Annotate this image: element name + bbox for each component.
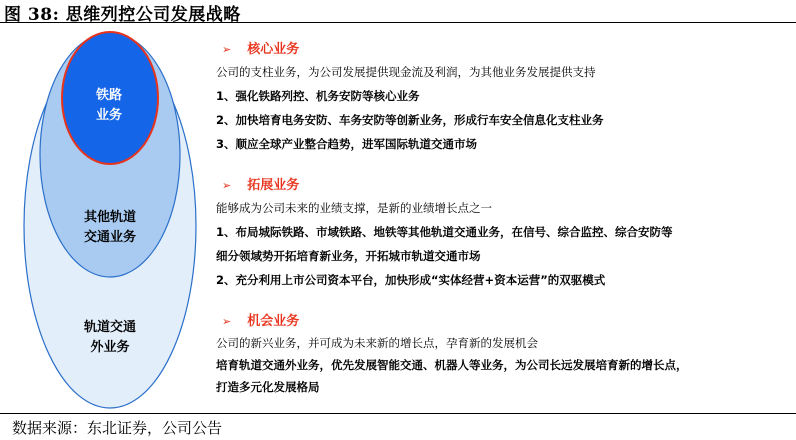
core-label-line: 业务: [95, 108, 122, 123]
core-business-label: [88, 86, 130, 126]
core-label-line: 铁路: [95, 88, 122, 103]
section-title: 拓展业务: [247, 178, 300, 193]
section-item: 3、顺应全球产业整合趋势，进军国际轨道交通市场: [216, 137, 477, 151]
section-item: 2、充分利用上市公司资本平台，加快形成“实体经营+资本运营”的双驱模式: [216, 273, 606, 287]
other-rail-business-label: [70, 208, 150, 248]
section-core-business: [216, 40, 791, 156]
bottom-rule: [0, 413, 796, 414]
arrow-bullet-icon: ➢: [222, 179, 232, 192]
section-item: 1、布局城际铁路、市域铁路、地铁等其他轨道交通业务，在信号、综合监控、综合安防等: [216, 225, 673, 239]
section-item: 细分领域势开拓培育新业务，开拓城市轨道交通市场: [216, 249, 481, 263]
section-title: 核心业务: [247, 42, 300, 57]
section-description: 公司的支柱业务，为公司发展提供现金流及利润，为其他业务发展提供支持: [216, 65, 596, 79]
section-description: 能够成为公司未来的业绩支撑，是新的业绩增长点之一: [216, 201, 492, 215]
arrow-bullet-icon: ➢: [222, 315, 232, 328]
non-rail-business-label: [70, 318, 150, 358]
section-description: 公司的新兴业务，并可成为未来新的增长点，孕育新的发展机会: [216, 336, 538, 350]
section-opportunity-business: [216, 312, 791, 398]
section-title: 机会业务: [247, 314, 300, 329]
section-item: 打造多元化发展格局: [216, 380, 320, 394]
section-expansion-business: [216, 176, 791, 292]
section-item: 培育轨道交通外业务，优先发展智能交通、机器人等业务，为公司长远发展培育新的增长点，: [216, 358, 688, 372]
section-item: 1、强化铁路列控、机务安防等核心业务: [216, 89, 420, 103]
mid-label-line: 交通业务: [83, 230, 136, 245]
section-item: 2、加快培育电务安防、车务安防等创新业务，形成行车安全信息化支柱业务: [216, 113, 604, 127]
arrow-bullet-icon: ➢: [222, 43, 232, 56]
outer-label-line: 轨道交通: [83, 320, 136, 335]
section-heading: [216, 176, 791, 196]
outer-label-line: 外业务: [90, 340, 130, 355]
data-source: 数据来源：东北证券，公司公告: [12, 419, 223, 437]
figure-title: 图 38: 思维列控公司发展战略: [4, 5, 241, 25]
section-heading: [216, 312, 791, 332]
section-heading: [216, 40, 791, 60]
mid-label-line: 其他轨道: [83, 210, 136, 225]
